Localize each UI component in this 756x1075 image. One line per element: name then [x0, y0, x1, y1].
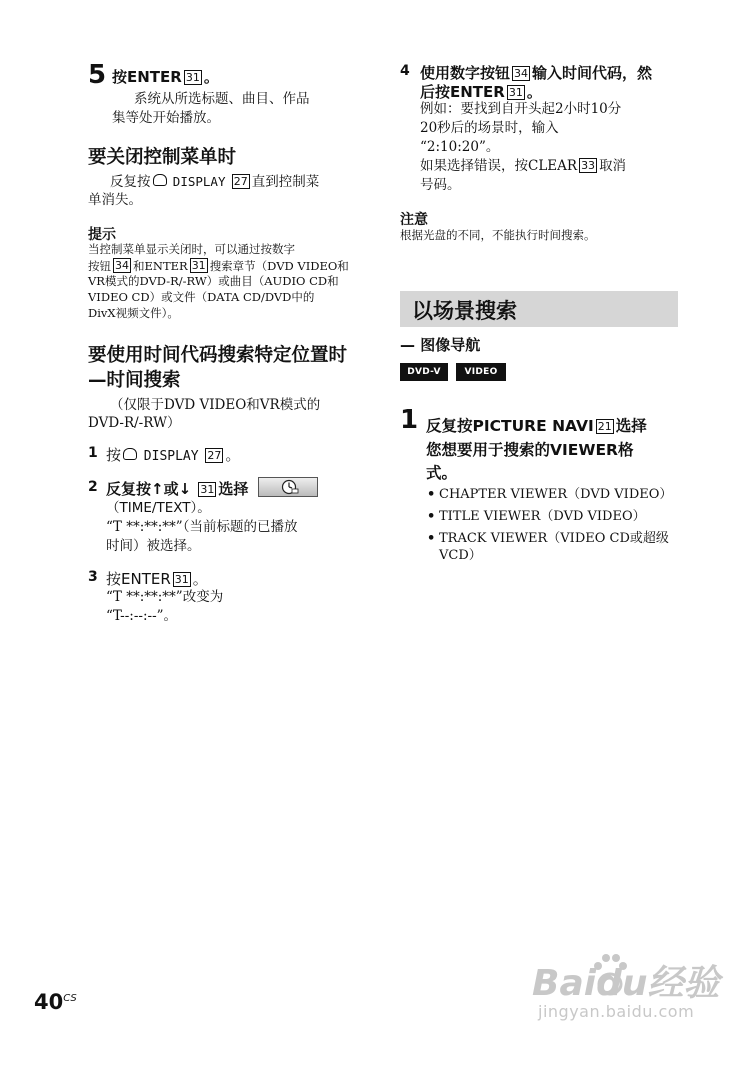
up-down-arrows: ↑或↓: [151, 480, 192, 498]
page-number: [34, 990, 77, 1014]
picture-navigation-subheading: — 图像导航: [400, 336, 481, 354]
close-menu-line-2: 单消失。: [88, 192, 142, 208]
timecode-step-1-pre: 按: [106, 446, 122, 464]
ref-31: 31: [185, 71, 200, 84]
step-4-line-2: [420, 81, 542, 102]
timecode-step-2-post: 选择: [218, 480, 249, 498]
step-4-example-4: [420, 157, 626, 176]
step-4-example-4-post: 取消: [599, 158, 627, 174]
timecode-step-3-line-3: “T--:--:--”。: [106, 608, 178, 624]
note-heading: 注意: [400, 212, 428, 228]
section-title: 以场景搜索: [412, 299, 517, 323]
ref-31: 31: [174, 573, 189, 586]
step-4-line-2-pre: 后按ENTER: [420, 83, 505, 101]
step-5-title: [112, 66, 219, 87]
display-label: DISPLAY: [172, 174, 226, 189]
step-5-desc-2: 集等处开始播放。: [112, 110, 220, 126]
tip-line-5: DivX视频文件）。: [88, 306, 179, 320]
clock-icon: [281, 479, 299, 495]
ref-34: 34: [115, 259, 129, 272]
timecode-step-2-line-2: （TIME/TEXT）。: [106, 500, 211, 516]
tip-line-2-post: 搜索章节（DVD VIDEO和: [209, 259, 349, 273]
timecode-heading-2: —时间搜索: [88, 370, 181, 391]
ref-31: 31: [191, 259, 206, 272]
bullet-track-viewer: • TRACK VIEWER（VIDEO CD或超级: [439, 530, 669, 548]
timecode-step-2-number: 2: [88, 479, 98, 495]
tip-line-2-mid: 和ENTER: [133, 259, 188, 273]
scene-step-1-line-1: [426, 414, 647, 436]
timecode-step-3-pre: 按ENTER: [106, 570, 171, 588]
page-number-value: 40: [34, 990, 64, 1014]
timecode-step-1: [106, 444, 240, 465]
scene-step-1-number: 1: [400, 405, 419, 435]
timecode-note-2: DVD-R/-RW）: [88, 415, 181, 431]
tip-line-1: 当控制菜单显示关闭时，可以通过按数字: [88, 242, 295, 256]
video-cd-badge: VIDEO CD: [456, 363, 506, 381]
scene-step-1-line-1-post: 选择: [615, 417, 647, 435]
scene-step-1-line-3: 式。: [426, 464, 458, 482]
bullet-chapter-viewer: • CHAPTER VIEWER（DVD VIDEO）: [439, 486, 672, 504]
step-4-example-2: 20秒后的场景时，输入: [420, 120, 559, 136]
scene-step-1-line-1-pre: 反复按PICTURE NAVI: [426, 417, 594, 435]
dvd-v-badge: DVD-V: [400, 363, 448, 381]
timecode-step-2-pre: 反复按: [106, 480, 152, 498]
step-4-number: 4: [400, 63, 410, 79]
close-menu-line-1: [110, 172, 319, 192]
baidu-watermark: [532, 955, 722, 1030]
timecode-step-2-line-4: 时间）被选择。: [106, 538, 201, 554]
time-text-menu-icon: [258, 477, 318, 497]
ref-33: 33: [581, 159, 596, 172]
timecode-step-3: [106, 568, 208, 589]
close-menu-post: 直到控制菜: [251, 174, 320, 190]
step-4-line-1-post: 输入时间代码，然: [532, 64, 653, 82]
note-text: 根据光盘的不同，不能执行时间搜索。: [400, 228, 596, 242]
timecode-step-3-post: 。: [192, 570, 208, 588]
bullet-title-viewer: • TITLE VIEWER（DVD VIDEO）: [439, 508, 646, 526]
timecode-step-2-line-3: “T **:**:**”（当前标题的已播放: [106, 519, 298, 535]
tip-line-2: [88, 258, 349, 275]
scene-step-1-line-2: 您想要用于搜索的VIEWER格: [426, 441, 634, 459]
ref-34: 34: [514, 67, 529, 80]
tip-line-2-pre: 按钮: [88, 259, 111, 273]
timecode-step-1-number: 1: [88, 445, 98, 461]
step-5-number: 5: [88, 60, 107, 90]
step-4-line-1: [420, 62, 652, 83]
display-button-icon: [153, 174, 167, 186]
close-menu-pre: 反复按: [110, 174, 151, 190]
step-5-desc-1: 系统从所选标题、曲目、作品: [134, 91, 310, 107]
timecode-step-3-number: 3: [88, 569, 98, 585]
watermark-brand: Baidu经验: [532, 963, 720, 1004]
step-4-example-5: 号码。: [420, 177, 461, 193]
step-4-example-4-pre: 如果选择错误，按CLEAR: [420, 158, 578, 174]
display-label: DISPLAY: [143, 449, 199, 464]
step-4-line-2-post: 。: [526, 83, 542, 101]
ref-27: 27: [207, 449, 222, 462]
ref-27: 27: [233, 175, 248, 188]
display-button-icon: [123, 448, 137, 460]
tip-line-3: VR模式的DVD-R/-RW）或曲目（AUDIO CD和: [88, 274, 339, 288]
ref-31: 31: [508, 86, 523, 99]
step-4-example-3: “2:10:20”。: [420, 139, 500, 155]
bullet-track-viewer-cont: VCD）: [439, 548, 482, 563]
timecode-step-2: [106, 478, 248, 499]
timecode-note-1: （仅限于DVD VIDEO和VR模式的: [110, 397, 321, 413]
ref-31: 31: [200, 483, 215, 496]
step-5-title-post: 。: [203, 68, 219, 86]
section-title-bar: [400, 291, 678, 327]
step-5-title-pre: 按ENTER: [112, 68, 182, 86]
watermark-url: jingyan.baidu.com: [538, 1002, 695, 1021]
ref-21: 21: [597, 420, 612, 433]
tip-line-4: VIDEO CD）或文件（DATA CD/DVD中的: [88, 290, 315, 304]
timecode-step-3-line-2: “T **:**:**”改变为: [106, 589, 224, 605]
step-4-line-1-pre: 使用数字按钮: [420, 64, 511, 82]
step-4-example-1: 例如：要找到自开头起2小时10分: [420, 101, 622, 117]
page-number-suffix: CS: [63, 993, 77, 1004]
close-menu-heading: 要关闭控制菜单时: [88, 147, 237, 168]
timecode-heading-1: 要使用时间代码搜索特定位置时: [88, 345, 348, 366]
timecode-step-1-post: 。: [225, 446, 241, 464]
tip-heading: 提示: [88, 227, 116, 243]
